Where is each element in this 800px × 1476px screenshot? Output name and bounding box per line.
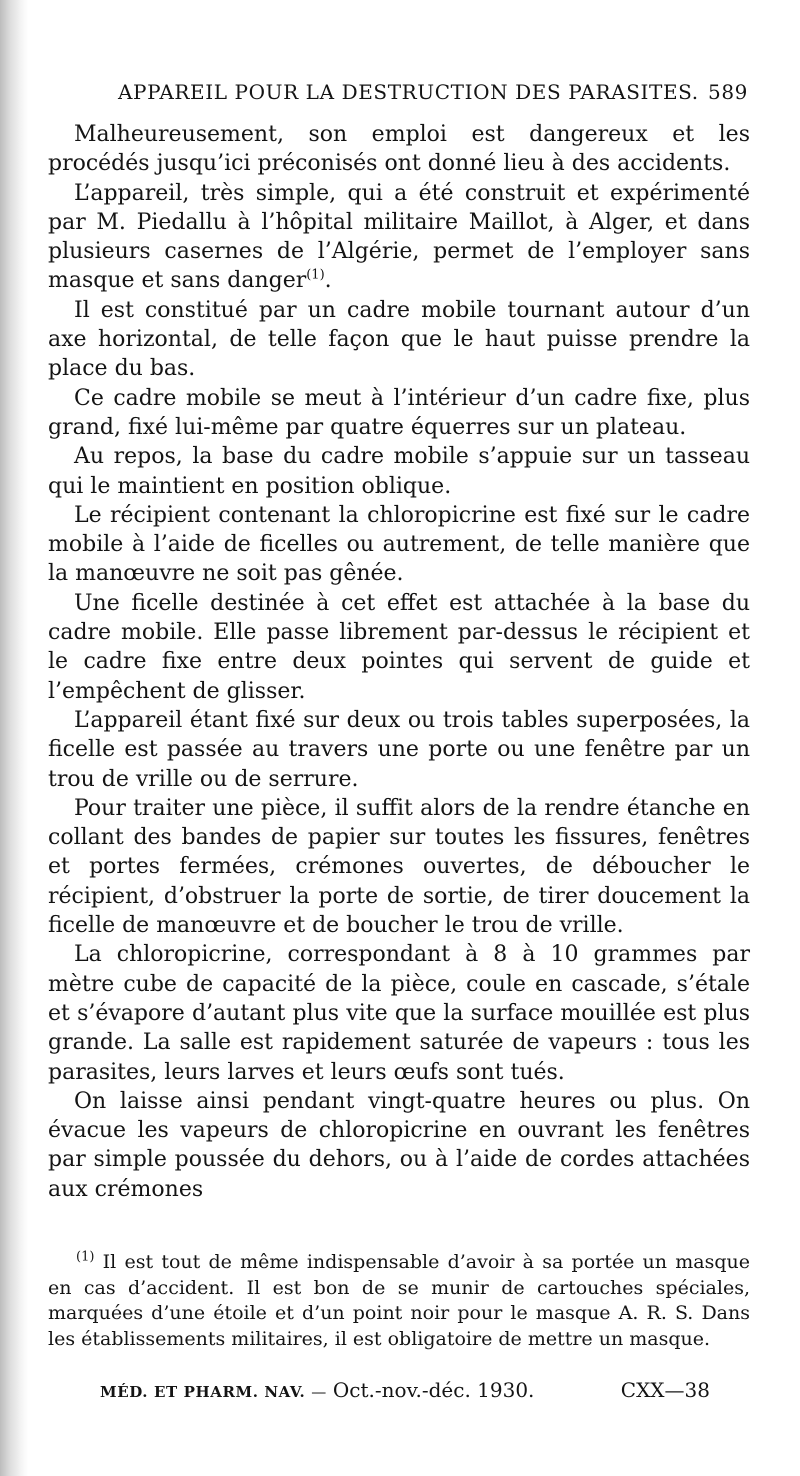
journal-name: MÉD. ET PHARM. NAV. [100,1383,306,1401]
body-text [48,120,750,1204]
paragraph: Il est constitué par un cadre mobile tournant autour d’un axe horizontal, de telle façon que le haut puisse prendre la place du bas. [48,297,750,382]
paragraph: Malheureusement, son emploi est dangereux et les procédés jusqu’ici préconisés ont donné lieu à des accidents. [48,122,750,177]
page-edge-shadow [0,0,28,1476]
paragraph: Pour traiter une pièce, il suffit alors de la rendre étanche en collant des bandes de papier sur toutes les fissures, fenêtres et portes fermées, crémones ouvertes, de déboucher le récipient, d’obstruer la porte de sortie, de tirer doucement la ficelle de manœuvre et de boucher le trou de vrille. [48,795,750,939]
paragraph-text: L’appareil, très simple, qui a été construit et expérimenté par M. Piedallu à l’hôpital militaire Maillot, à Alger, et dans plusieurs casernes de l’Algérie, permet de l’employer sans masque et sans danger [48,180,750,294]
paragraph: Une ficelle destinée à cet effet est attachée à la base du cadre mobile. Elle passe librement par-dessus le récipient et le cadre fixe entre deux pointes qui servent de guide et l’empêchent de glisser. [48,590,750,704]
footnote-marker: (1) [76,1249,95,1265]
page-number: 589 [708,80,748,104]
running-header [118,80,748,110]
paragraph: Le récipient contenant la chloropicrine est fixé sur le cadre mobile à l’aide de ficelles ou autrement, de telle manière que la manœuvre ne soit pas gênée. [48,502,750,587]
paragraph: On laisse ainsi pendant vingt-quatre heures ou plus. On évacue les vapeurs de chloropicrine en ouvrant les fenêtres par simple poussée du dehors, ou à l’aide de cordes attachées aux crémones [48,1088,750,1202]
paragraph: La chloropicrine, correspondant à 8 à 10 grammes par mètre cube de capacité de la pièce, coule en cascade, s’étale et s’évapore d’autant plus vite que la surface mouillée est plus grande. La salle est rapidement saturée de vapeurs : tous les parasites, leurs larves et leurs œufs sont tués. [48,942,750,1085]
signature-mark: CXX—38 [620,1378,710,1402]
footnote-reference: (1) [306,268,325,284]
running-title: APPAREIL POUR LA DESTRUCTION DES PARASITES. [118,80,699,104]
paragraph: L’appareil étant fixé sur deux ou trois tables superposées, la ficelle est passée au travers une porte ou une fenêtre par un trou de vrille ou de serrure. [48,707,750,792]
page-footer [100,1378,710,1406]
paragraph: Ce cadre mobile se meut à l’intérieur d’un cadre fixe, plus grand, fixé lui-même par quatre équerres sur un plateau. [48,385,750,440]
footnote-paragraph [48,1250,750,1352]
footer-dash: — [311,1383,327,1401]
paragraph-with-note [48,179,750,296]
footnote-text: Il est tout de même indispensable d’avoir à sa portée un masque en cas d’accident. Il est bon de se munir de cartouches spéciales, marquées d’une étoile et d’un point noir pour le masque A. R. S. Dans les établissements militaires, il est obligatoire de mettre un masque. [48,1251,750,1350]
paragraph-end-punctuation: . [324,268,332,294]
footnote [48,1250,750,1352]
journal-line [100,1378,534,1402]
journal-issue: Oct.-nov.-déc. 1930. [332,1378,535,1402]
paragraph: Au repos, la base du cadre mobile s’appuie sur un tasseau qui le maintient en position oblique. [48,444,750,499]
